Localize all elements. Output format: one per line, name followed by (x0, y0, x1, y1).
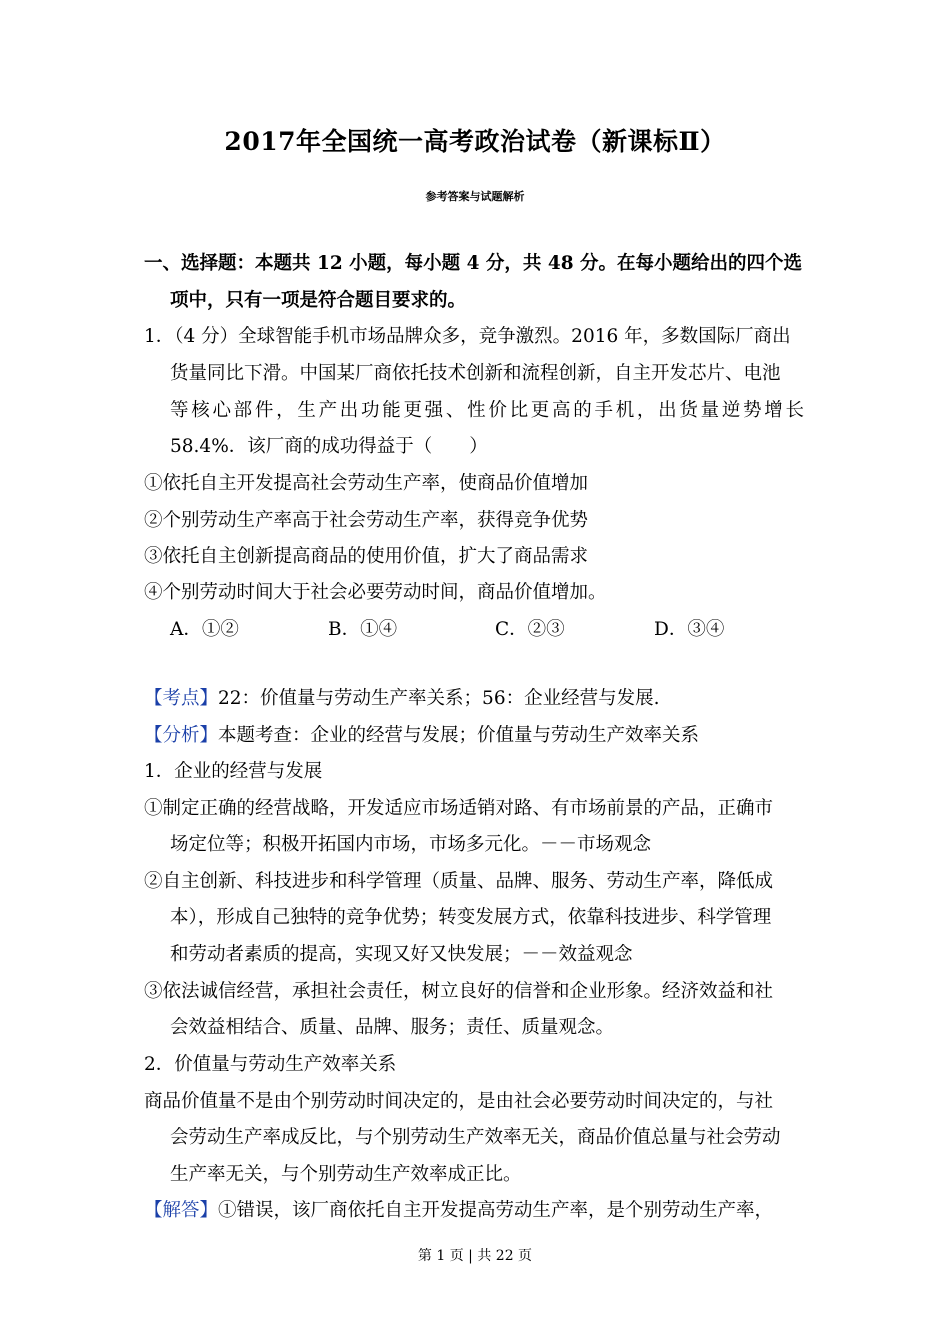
analysis-para-4-line-2: 会劳动生产率成反比，与个别劳动生产效率无关，商品价值总量与社会劳动 (170, 1127, 781, 1148)
statement-2: ②个别劳动生产率高于社会劳动生产率，获得竞争优势 (144, 510, 589, 531)
page-footer: 第 1 页 | 共 22 页 (417, 1248, 533, 1264)
jieda-line (144, 1199, 773, 1223)
statement-3: ③依托自主创新提高商品的使用价值，扩大了商品需求 (144, 546, 589, 567)
question-line-3: 等核心部件，生产出功能更强、性价比更高的手机，出货量逆势增长 (170, 400, 804, 421)
statement-4: ④个别劳动时间大于社会必要劳动时间，商品价值增加。 (144, 582, 607, 603)
analysis-para-1-line-2: 场定位等；积极开拓国内市场，市场多元化。－－市场观念 (170, 834, 652, 855)
fenxi-tag: 【分析】 (144, 725, 219, 746)
analysis-para-1-line-1: ①制定正确的经营战略，开发适应市场适销对路、有市场前景的产品，正确市 (144, 798, 774, 819)
question-line-2: 货量同比下滑。中国某厂商依托技术创新和流程创新，自主开发芯片、电池 (170, 363, 781, 384)
question-line-4: 58.4%．该厂商的成功得益于（ ） (170, 436, 488, 457)
option-d: D．③④ (654, 619, 725, 640)
fenxi-text: 本题考查：企业的经营与发展；价值量与劳动生产效率关系 (218, 725, 700, 746)
kaodian-tag: 【考点】 (144, 688, 219, 709)
analysis-para-3-line-2: 会效益相结合、质量、品牌、服务；责任、质量观念。 (170, 1017, 615, 1038)
jieda-tag: 【解答】 (144, 1200, 219, 1221)
option-c: C．②③ (495, 619, 565, 640)
analysis-heading-1: 1．企业的经营与发展 (144, 761, 323, 782)
analysis-para-4-line-1: 商品价值量不是由个别劳动时间决定的，是由社会必要劳动时间决定的，与社 (144, 1091, 774, 1112)
fenxi-line (144, 724, 699, 748)
question-line-1: 1．（4 分）全球智能手机市场品牌众多，竞争激烈。2016 年，多数国际厂商出 (144, 326, 791, 347)
option-b: B．①④ (328, 619, 398, 640)
analysis-heading-2: 2．价值量与劳动生产效率关系 (144, 1054, 397, 1075)
option-a: A．①② (170, 619, 239, 640)
analysis-para-4-line-3: 生产率无关，与个别劳动生产效率成正比。 (170, 1164, 522, 1185)
jieda-text: ①错误，该厂商依托自主开发提高劳动生产率，是个别劳动生产率， (218, 1200, 774, 1221)
page-title: 2017年全国统一高考政治试卷（新课标Ⅱ） (224, 127, 726, 156)
section-heading-line1: 一、选择题：本题共 12 小题，每小题 4 分，共 48 分。在每小题给出的四个选 (144, 253, 803, 274)
analysis-para-2-line-3: 和劳动者素质的提高，实现又好又快发展；－－效益观念 (170, 944, 633, 965)
analysis-para-2-line-1: ②自主创新、科技进步和科学管理（质量、品牌、服务、劳动生产率，降低成 (144, 871, 774, 892)
kaodian-text: 22：价值量与劳动生产率关系；56：企业经营与发展. (218, 688, 660, 709)
analysis-para-3-line-1: ③依法诚信经营，承担社会责任，树立良好的信誉和企业形象。经济效益和社 (144, 981, 774, 1002)
analysis-para-2-line-2: 本），形成自己独特的竞争优势；转变发展方式，依靠科技进步、科学管理 (170, 907, 772, 928)
kaodian-line (144, 687, 659, 711)
statement-1: ①依托自主开发提高社会劳动生产率，使商品价值增加 (144, 473, 589, 494)
page-subtitle: 参考答案与试题解析 (425, 190, 525, 203)
section-heading-line2: 项中，只有一项是符合题目要求的。 (170, 290, 467, 311)
